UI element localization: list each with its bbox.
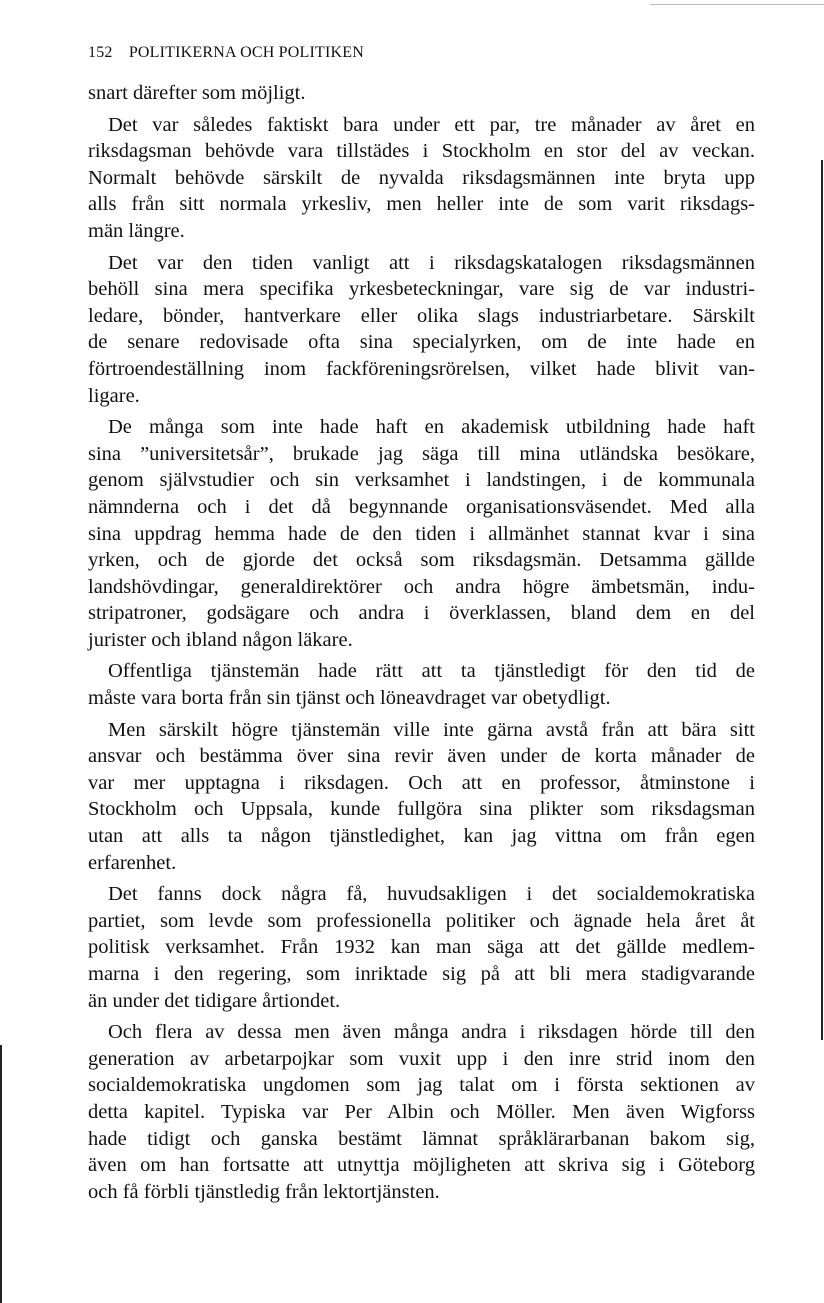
text-line: partiet, som levde som professionella politiker och ägnade hela året åt: [88, 909, 755, 932]
text-line: Stockholm och Uppsala, kunde fullgöra sina plikter som riksdagsman: [88, 798, 755, 821]
text-line: måste vara borta från sin tjänst och löneavdraget var obetydligt.: [88, 687, 611, 710]
text-line: socialdemokratiska ungdomen som jag talat om i första sektionen av: [88, 1074, 755, 1097]
text-line: Och flera av dessa men även många andra i riksdagen hörde till den: [108, 1021, 755, 1044]
text-line: Offentliga tjänstemän hade rätt att ta tjänstledigt för den tid de: [108, 660, 755, 683]
text-line: nämnderna och i det då begynnande organisationsväsendet. Med alla: [88, 495, 755, 518]
text-line: landshövdingar, generaldirektörer och andra högre ämbetsmän, indu-: [88, 575, 755, 598]
text-line: de senare redovisade ofta sina specialyrken, om de inte hade en: [88, 331, 755, 354]
paragraph: [88, 881, 755, 1014]
text-line: jurister och ibland någon läkare.: [88, 628, 353, 651]
text-line: utan att alls ta någon tjänstledighet, kan jag vittna om från egen: [88, 825, 755, 848]
text-line: politisk verksamhet. Från 1932 kan man säga att det gällde medlem-: [88, 936, 755, 959]
text-line: sina ”universitetsår”, brukade jag säga till mina utländska besökare,: [88, 442, 755, 465]
paragraph: [88, 80, 755, 107]
text-line: hade tidigt och ganska bestämt lämnat språklärarbanan bakom sig,: [88, 1127, 755, 1150]
text-line: De många som inte hade haft en akademisk utbildning hade haft: [108, 416, 755, 439]
text-line: genom självstudier och sin verksamhet i landstingen, i de kommunala: [88, 469, 755, 492]
text-line: även om han fortsatte att utnyttja möjligheten att skriva sig i Göteborg: [88, 1154, 755, 1177]
text-line: förtroendeställning inom fackföreningsrörelsen, vilket hade blivit van-: [88, 357, 755, 380]
running-title: POLITIKERNA OCH POLITIKEN: [128, 44, 365, 61]
text-line: detta kapitel. Typiska var Per Albin och Möller. Men även Wigforss: [88, 1100, 755, 1123]
text-line: erfarenhet.: [88, 851, 177, 874]
text-line: behöll sina mera specifika yrkesbeteckningar, vare sig de var industri-: [88, 278, 755, 301]
text-line: generation av arbetarpojkar som vuxit upp i den inre strid inom den: [88, 1047, 755, 1070]
body-text: [88, 80, 755, 1205]
paragraph: [88, 717, 755, 877]
text-line: män längre.: [88, 219, 185, 242]
text-line: snart därefter som möjligt.: [88, 82, 306, 104]
text-line: marna i den regering, som inriktade sig på att bli mera stadigvarande: [88, 963, 755, 985]
scan-edge-left: [0, 1045, 2, 1303]
text-line: riksdagsman behövde vara tillstädes i Stockholm en stor del av veckan.: [88, 140, 755, 163]
text-line: yrken, och de gjorde det också som riksdagsmän. Detsamma gällde: [88, 549, 755, 572]
text-line: Det fanns dock några få, huvudsakligen i det socialdemokratiska: [108, 883, 755, 906]
text-line: var mer upptagna i riksdagen. Och att en professor, åtminstone i: [88, 771, 755, 794]
text-line: ledare, bönder, hantverkare eller olika slags industriarbetare. Särskilt: [88, 304, 755, 327]
text-line: sina uppdrag hemma hade de den tiden i allmänhet stannat kvar i sina: [88, 522, 755, 545]
text-line: ligare.: [88, 384, 140, 407]
text-line: Det var således faktiskt bara under ett par, tre månader av året en: [108, 113, 755, 136]
paragraph: [88, 112, 755, 245]
scan-edge-right: [821, 160, 823, 1040]
running-header: [88, 44, 364, 62]
text-line: ansvar och bestämma över sina revir även under de korta månader de: [88, 745, 755, 768]
paragraph: [88, 1019, 755, 1205]
text-line: alls från sitt normala yrkesliv, men heller inte de som varit riksdags-: [88, 193, 755, 216]
text-line: och få förbli tjänstledig från lektortjänsten.: [88, 1180, 440, 1203]
text-line: Det var den tiden vanligt att i riksdagskatalogen riksdagsmännen: [108, 251, 755, 274]
scan-edge-top: [650, 4, 824, 5]
text-line: Normalt behövde särskilt de nyvalda riksdagsmännen inte bryta upp: [88, 166, 755, 189]
text-line: än under det tidigare årtiondet.: [88, 989, 341, 1012]
paragraph: [88, 658, 755, 711]
page-number: 152: [88, 44, 113, 61]
text-line: Men särskilt högre tjänstemän ville inte gärna avstå från att bära sitt: [108, 718, 755, 741]
paragraph: [88, 414, 755, 653]
paragraph: [88, 250, 755, 410]
text-line: stripatroner, godsägare och andra i överklassen, bland dem en del: [88, 602, 755, 625]
